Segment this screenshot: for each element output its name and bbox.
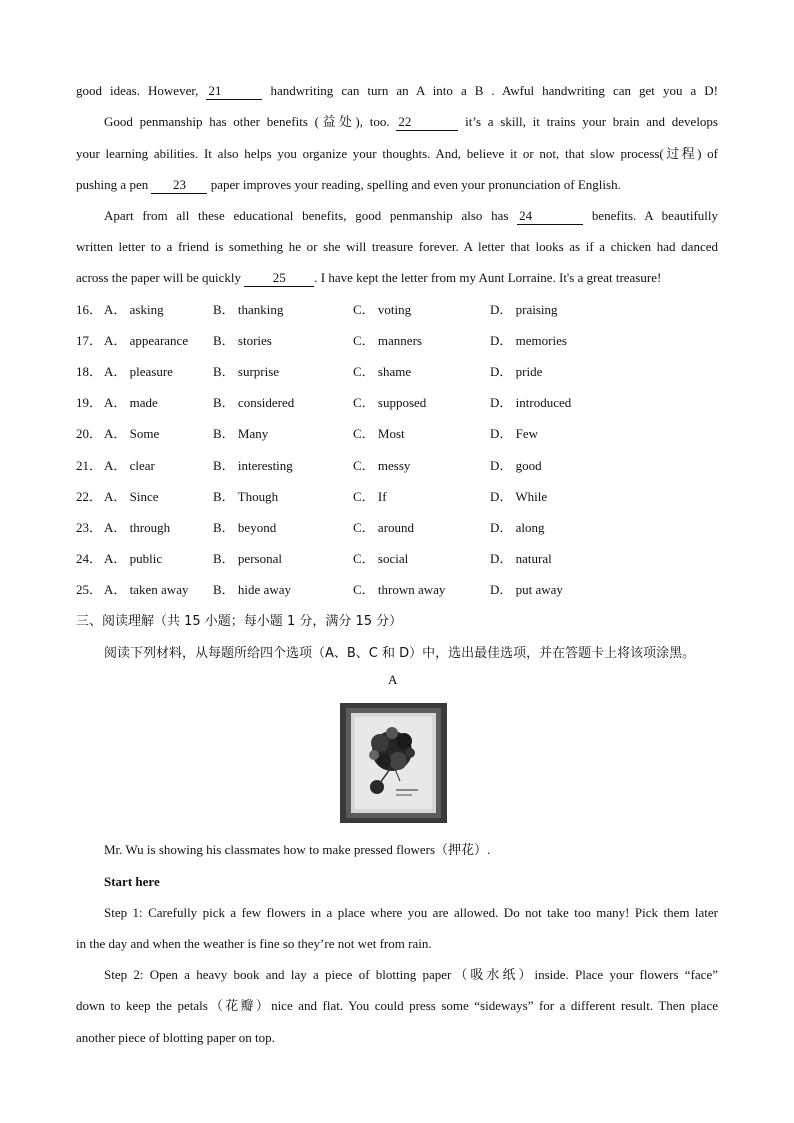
option-d: D． natural (490, 551, 552, 566)
question-number: 21． (76, 458, 103, 473)
option-a: A． Some (104, 426, 160, 441)
blank-22: 22 (396, 114, 458, 131)
option-c: C． supposed (353, 395, 427, 410)
option-c: C． voting (353, 302, 412, 317)
reading-heading: Start here (104, 874, 160, 889)
reading-text: another piece of blotting paper on top. (76, 1030, 275, 1045)
question-number: 20． (76, 426, 103, 441)
blank-23: 23 (151, 177, 207, 194)
question-number: 19． (76, 395, 103, 410)
option-c: C． Most (353, 426, 405, 441)
reading-line (76, 935, 718, 953)
passage-line (76, 269, 708, 287)
option-d: D． put away (490, 582, 563, 597)
option-b: B． Many (213, 426, 269, 441)
option-b: B． interesting (213, 458, 293, 473)
reading-line (76, 1029, 718, 1047)
reading-intro: Mr. Wu is showing his classmates how to make pressed flowers（押花）. (104, 842, 491, 857)
option-d: D． pride (490, 364, 543, 379)
passage-text: benefits. A beautifully (583, 208, 718, 223)
passage-text: your learning abilities. It also helps you organize your thoughts. And, believe it or not, that slow process(过程) of (76, 146, 718, 161)
reading-line (104, 966, 718, 984)
option-d: D． Few (490, 426, 539, 441)
passage-text: written letter to a friend is something he or she will treasure forever. A letter that looks as if a chicken had danced (76, 239, 718, 254)
passage-text: good ideas. However, (76, 83, 207, 98)
passage-line (76, 145, 718, 163)
option-b: B． thanking (213, 302, 284, 317)
reading-text: Step 2: Open a heavy book and lay a piece of blotting paper（吸水纸）inside. Place your flowers “face” (104, 967, 718, 982)
option-c: C． messy (353, 458, 411, 473)
passage-text: handwriting can turn an A into a B . Awful handwriting can get you a D! (262, 83, 718, 98)
passage-text: Apart from all these educational benefits, good penmanship also has (104, 208, 518, 223)
blank-21: 21 (206, 83, 262, 100)
question-number: 23． (76, 520, 103, 535)
passage-line (76, 238, 718, 256)
passage-text: pushing a pen (76, 177, 152, 192)
passage-text: Good penmanship has other benefits (益处), too. (104, 114, 397, 129)
option-a: A． taken away (104, 582, 189, 597)
option-a: A． Since (104, 489, 159, 504)
passage-line (76, 176, 676, 194)
blank-25: 25 (244, 270, 314, 287)
option-b: B． personal (213, 551, 282, 566)
section-title: 三、阅读理解（共 15 小题；每小题 1 分，满分 15 分） (76, 614, 403, 629)
option-a: A． made (104, 395, 158, 410)
reading-text: in the day and when the weather is fine so they’re not wet from rain. (76, 936, 432, 951)
option-d: D． memories (490, 333, 567, 348)
blank-24: 24 (517, 208, 583, 225)
section-instructions: 阅读下列材料，从每题所给四个选项（A、B、C 和 D）中，选出最佳选项，并在答题卡上将该项涂黑。 (104, 646, 696, 661)
option-d: D． along (490, 520, 545, 535)
question-number: 25． (76, 582, 103, 597)
passage-letter: A (388, 672, 398, 687)
option-a: A． asking (104, 302, 164, 317)
option-c: C． social (353, 551, 409, 566)
option-d: D． praising (490, 302, 558, 317)
option-c: C． around (353, 520, 415, 535)
option-a: A． appearance (104, 333, 189, 348)
option-b: B． Though (213, 489, 279, 504)
option-d: D． While (490, 489, 548, 504)
option-b: B． beyond (213, 520, 277, 535)
passage-text: . I have kept the letter from my Aunt Lorraine. It's a great treasure! (314, 270, 662, 285)
passage-line (76, 82, 718, 100)
option-b: B． considered (213, 395, 295, 410)
passage-text: across the paper will be quickly (76, 270, 245, 285)
reading-text: down to keep the petals（花瓣）nice and flat. You could press some “sideways” for a different result. Then place (76, 998, 718, 1013)
option-d: D． introduced (490, 395, 572, 410)
option-a: A． pleasure (104, 364, 173, 379)
reading-text: Step 1: Carefully pick a few flowers in a place where you are allowed. Do not take too many! Pick them later (104, 905, 718, 920)
passage-line (104, 113, 718, 131)
passage-line (104, 207, 718, 225)
option-d: D． good (490, 458, 542, 473)
option-a: A． clear (104, 458, 155, 473)
option-a: A． public (104, 551, 163, 566)
option-c: C． thrown away (353, 582, 446, 597)
option-a: A． through (104, 520, 171, 535)
reading-line (76, 997, 718, 1015)
pressed-flower-image (340, 703, 447, 823)
question-number: 24． (76, 551, 103, 566)
question-number: 16． (76, 302, 103, 317)
option-c: C． manners (353, 333, 422, 348)
option-b: B． hide away (213, 582, 291, 597)
option-b: B． surprise (213, 364, 280, 379)
question-number: 17． (76, 333, 103, 348)
pressed-flower-photo (340, 703, 447, 823)
passage-text: it’s a skill, it trains your brain and develops (458, 114, 718, 129)
reading-line (104, 904, 718, 922)
option-c: C． shame (353, 364, 412, 379)
option-b: B． stories (213, 333, 272, 348)
question-number: 22． (76, 489, 103, 504)
question-number: 18． (76, 364, 103, 379)
passage-text: paper improves your reading, spelling and even your pronunciation of English. (207, 177, 621, 192)
option-c: C． If (353, 489, 387, 504)
